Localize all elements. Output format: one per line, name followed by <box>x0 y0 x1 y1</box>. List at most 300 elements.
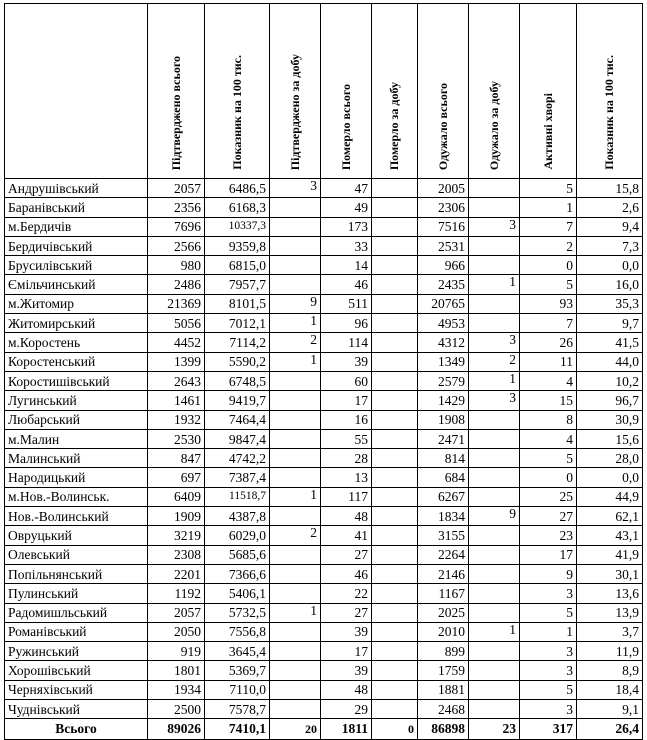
table-cell: 117 <box>321 487 372 506</box>
table-cell <box>270 275 321 294</box>
table-cell <box>270 198 321 217</box>
table-cell <box>372 429 418 448</box>
table-cell: 48 <box>321 507 372 526</box>
column-header <box>520 4 577 179</box>
table-cell: 18,4 <box>577 680 643 699</box>
table-cell: 47 <box>321 179 372 198</box>
table-cell: 5685,6 <box>205 545 270 564</box>
table-cell <box>270 545 321 564</box>
table-cell <box>372 661 418 680</box>
table-cell: 9,7 <box>577 314 643 333</box>
table-cell: 1429 <box>418 391 469 410</box>
table-cell: 41 <box>321 526 372 545</box>
district-name: Народицький <box>5 468 148 487</box>
table-cell: 2 <box>270 526 321 545</box>
table-cell <box>372 680 418 699</box>
table-cell: 60 <box>321 371 372 390</box>
table-cell: 5406,1 <box>205 584 270 603</box>
table-cell <box>270 449 321 468</box>
column-header <box>321 4 372 179</box>
table-cell: 55 <box>321 429 372 448</box>
table-cell: 43,1 <box>577 526 643 545</box>
column-header-label: Одужало за добу <box>486 80 501 170</box>
table-cell: 27 <box>321 603 372 622</box>
table-cell <box>469 545 520 564</box>
table-cell: 35,3 <box>577 294 643 313</box>
table-cell: 0,0 <box>577 256 643 275</box>
table-cell: 15,6 <box>577 429 643 448</box>
table-cell: 21369 <box>148 294 205 313</box>
totals-cell: 317 <box>520 719 577 740</box>
table-cell: 10337,3 <box>205 217 270 236</box>
table-cell: 44,0 <box>577 352 643 371</box>
table-row <box>5 217 643 236</box>
table-cell: 697 <box>148 468 205 487</box>
district-name: Чуднівський <box>5 700 148 719</box>
table-cell <box>270 391 321 410</box>
table-cell <box>469 198 520 217</box>
table-cell: 2486 <box>148 275 205 294</box>
table-cell: 2 <box>469 352 520 371</box>
table-cell <box>372 564 418 583</box>
table-cell: 4 <box>520 371 577 390</box>
table-cell <box>469 449 520 468</box>
table-cell: 4452 <box>148 333 205 352</box>
table-cell: 1 <box>270 487 321 506</box>
table-cell: 3219 <box>148 526 205 545</box>
table-cell: 3 <box>520 642 577 661</box>
table-row <box>5 700 643 719</box>
table-cell: 7366,6 <box>205 564 270 583</box>
district-name: Хорошівський <box>5 661 148 680</box>
table-cell: 1801 <box>148 661 205 680</box>
totals-cell: 20 <box>270 719 321 740</box>
table-row <box>5 294 643 313</box>
district-name: Радомишльський <box>5 603 148 622</box>
table-row <box>5 507 643 526</box>
table-cell: 7110,0 <box>205 680 270 699</box>
table-cell: 16 <box>321 410 372 429</box>
table-cell: 899 <box>418 642 469 661</box>
table-cell: 13,6 <box>577 584 643 603</box>
district-name: Коростишівський <box>5 371 148 390</box>
column-header-label: Підтверджено за добу <box>287 53 302 170</box>
column-header <box>469 4 520 179</box>
table-cell <box>372 468 418 487</box>
table-cell <box>372 236 418 255</box>
table-cell: 96,7 <box>577 391 643 410</box>
table-cell <box>372 410 418 429</box>
table-cell: 3645,4 <box>205 642 270 661</box>
table-cell <box>469 680 520 699</box>
table-cell: 39 <box>321 661 372 680</box>
column-header <box>148 4 205 179</box>
table-cell <box>372 526 418 545</box>
header-row <box>5 4 643 179</box>
table-cell: 3,7 <box>577 622 643 641</box>
table-row <box>5 603 643 622</box>
table-row <box>5 198 643 217</box>
table-cell <box>372 449 418 468</box>
table-cell <box>372 179 418 198</box>
table-cell: 7,3 <box>577 236 643 255</box>
district-name: Любарський <box>5 410 148 429</box>
totals-row <box>5 719 643 740</box>
table-cell: 6486,5 <box>205 179 270 198</box>
table-cell: 13 <box>321 468 372 487</box>
table-cell: 6748,5 <box>205 371 270 390</box>
table-cell <box>270 564 321 583</box>
table-cell: 3 <box>520 584 577 603</box>
table-cell: 1167 <box>418 584 469 603</box>
district-name: м.Житомир <box>5 294 148 313</box>
table-cell: 7516 <box>418 217 469 236</box>
table-cell: 5056 <box>148 314 205 333</box>
table-cell: 46 <box>321 564 372 583</box>
district-name: Овруцький <box>5 526 148 545</box>
table-cell <box>469 294 520 313</box>
table-cell: 2201 <box>148 564 205 583</box>
table-cell: 46 <box>321 275 372 294</box>
table-cell: 6267 <box>418 487 469 506</box>
table-row <box>5 371 643 390</box>
district-name: Олевський <box>5 545 148 564</box>
table-row <box>5 429 643 448</box>
table-cell: 7556,8 <box>205 622 270 641</box>
district-name: м.Малин <box>5 429 148 448</box>
table-row <box>5 661 643 680</box>
table-row <box>5 410 643 429</box>
table-cell <box>372 622 418 641</box>
district-name: Баранівський <box>5 198 148 217</box>
table-cell: 1934 <box>148 680 205 699</box>
table-cell: 1192 <box>148 584 205 603</box>
table-row <box>5 256 643 275</box>
district-name: Ємільчинський <box>5 275 148 294</box>
table-cell: 1 <box>270 314 321 333</box>
table-cell <box>469 236 520 255</box>
table-cell: 3 <box>469 217 520 236</box>
table-cell <box>372 391 418 410</box>
table-row <box>5 391 643 410</box>
table-cell: 4953 <box>418 314 469 333</box>
table-cell: 16,0 <box>577 275 643 294</box>
table-cell: 93 <box>520 294 577 313</box>
table-cell: 511 <box>321 294 372 313</box>
table-cell <box>270 584 321 603</box>
table-cell: 25 <box>520 487 577 506</box>
table-cell <box>469 584 520 603</box>
table-cell: 2,6 <box>577 198 643 217</box>
table-cell: 29 <box>321 700 372 719</box>
table-cell: 7114,2 <box>205 333 270 352</box>
table-cell: 2010 <box>418 622 469 641</box>
table-cell: 9 <box>520 564 577 583</box>
table-cell: 1 <box>469 275 520 294</box>
totals-cell: 7410,1 <box>205 719 270 740</box>
table-cell <box>270 371 321 390</box>
district-name: Нов.-Волинський <box>5 507 148 526</box>
table-cell: 26 <box>520 333 577 352</box>
table-cell <box>372 507 418 526</box>
table-cell: 39 <box>321 622 372 641</box>
table-cell: 3155 <box>418 526 469 545</box>
table-cell: 1834 <box>418 507 469 526</box>
table-cell <box>469 661 520 680</box>
table-cell: 2531 <box>418 236 469 255</box>
table-cell: 11,9 <box>577 642 643 661</box>
table-cell <box>372 275 418 294</box>
table-cell: 7387,4 <box>205 468 270 487</box>
totals-cell: 0 <box>372 719 418 740</box>
table-cell: 2471 <box>418 429 469 448</box>
table-cell: 5369,7 <box>205 661 270 680</box>
district-name: Лугинський <box>5 391 148 410</box>
table-cell: 2530 <box>148 429 205 448</box>
table-cell: 22 <box>321 584 372 603</box>
table-row <box>5 333 643 352</box>
totals-cell: 89026 <box>148 719 205 740</box>
table-cell <box>469 700 520 719</box>
table-cell: 2 <box>520 236 577 255</box>
table-cell: 7464,4 <box>205 410 270 429</box>
table-cell: 4 <box>520 429 577 448</box>
column-header-label: Одужало всього <box>435 82 450 170</box>
table-cell: 6409 <box>148 487 205 506</box>
table-cell: 847 <box>148 449 205 468</box>
table-cell: 2306 <box>418 198 469 217</box>
table-cell: 1759 <box>418 661 469 680</box>
column-header-label: Підтверджено всього <box>168 55 183 170</box>
table-cell: 1 <box>469 371 520 390</box>
table-row <box>5 584 643 603</box>
table-cell: 8 <box>520 410 577 429</box>
table-cell: 17 <box>321 642 372 661</box>
table-cell: 2146 <box>418 564 469 583</box>
district-name: Малинський <box>5 449 148 468</box>
table-cell: 7 <box>520 217 577 236</box>
table-cell: 2057 <box>148 179 205 198</box>
table-cell: 1399 <box>148 352 205 371</box>
table-cell: 9,4 <box>577 217 643 236</box>
table-cell: 30,9 <box>577 410 643 429</box>
table-cell: 2057 <box>148 603 205 622</box>
table-cell: 173 <box>321 217 372 236</box>
table-cell <box>270 642 321 661</box>
table-cell <box>372 198 418 217</box>
column-header-label: Активні хворі <box>540 93 555 170</box>
table-cell: 7696 <box>148 217 205 236</box>
table-cell: 14 <box>321 256 372 275</box>
table-cell: 980 <box>148 256 205 275</box>
table-cell <box>469 468 520 487</box>
table-row <box>5 487 643 506</box>
table-cell <box>469 314 520 333</box>
table-cell: 13,9 <box>577 603 643 622</box>
table-cell: 28,0 <box>577 449 643 468</box>
district-name: Черняхівський <box>5 680 148 699</box>
table-cell: 7957,7 <box>205 275 270 294</box>
district-name: Коростенський <box>5 352 148 371</box>
table-cell: 2468 <box>418 700 469 719</box>
table-cell: 48 <box>321 680 372 699</box>
table-cell: 44,9 <box>577 487 643 506</box>
table-cell: 2566 <box>148 236 205 255</box>
table-cell: 1 <box>520 198 577 217</box>
table-cell: 1 <box>270 603 321 622</box>
table-cell: 11518,7 <box>205 487 270 506</box>
table-cell <box>372 217 418 236</box>
table-row <box>5 545 643 564</box>
table-cell: 1881 <box>418 680 469 699</box>
table-cell: 814 <box>418 449 469 468</box>
table-cell: 6029,0 <box>205 526 270 545</box>
table-cell <box>270 236 321 255</box>
table-cell: 1 <box>520 622 577 641</box>
covid-stats-table <box>4 3 643 740</box>
table-row <box>5 622 643 641</box>
table-row <box>5 526 643 545</box>
table-cell: 9847,4 <box>205 429 270 448</box>
table-cell: 2579 <box>418 371 469 390</box>
table-row <box>5 236 643 255</box>
table-cell: 7578,7 <box>205 700 270 719</box>
table-cell: 2308 <box>148 545 205 564</box>
table-row <box>5 275 643 294</box>
totals-cell: 26,4 <box>577 719 643 740</box>
column-header <box>5 4 148 179</box>
table-cell <box>270 661 321 680</box>
column-header-label: Померло всього <box>338 83 353 170</box>
table-cell: 5590,2 <box>205 352 270 371</box>
table-cell: 10,2 <box>577 371 643 390</box>
table-cell <box>372 294 418 313</box>
table-cell: 17 <box>321 391 372 410</box>
table-cell: 6168,3 <box>205 198 270 217</box>
table-cell: 3 <box>520 700 577 719</box>
table-cell: 17 <box>520 545 577 564</box>
table-cell <box>372 371 418 390</box>
table-cell: 1909 <box>148 507 205 526</box>
table-row <box>5 352 643 371</box>
table-cell: 114 <box>321 333 372 352</box>
district-name: Бердичівський <box>5 236 148 255</box>
table-cell: 5732,5 <box>205 603 270 622</box>
table-cell: 49 <box>321 198 372 217</box>
district-name: Брусилівський <box>5 256 148 275</box>
table-cell: 1908 <box>418 410 469 429</box>
totals-cell: 23 <box>469 719 520 740</box>
table-cell: 5 <box>520 179 577 198</box>
table-cell <box>270 217 321 236</box>
table-cell: 15,8 <box>577 179 643 198</box>
district-name: м.Коростень <box>5 333 148 352</box>
table-cell: 6815,0 <box>205 256 270 275</box>
table-cell: 11 <box>520 352 577 371</box>
table-row <box>5 680 643 699</box>
table-cell: 2 <box>270 333 321 352</box>
table-cell <box>469 526 520 545</box>
table-cell: 3 <box>469 333 520 352</box>
table-cell: 7 <box>520 314 577 333</box>
table-cell: 27 <box>321 545 372 564</box>
column-header <box>270 4 321 179</box>
table-cell <box>372 584 418 603</box>
district-name: Андрушівський <box>5 179 148 198</box>
table-cell <box>372 256 418 275</box>
table-cell <box>469 642 520 661</box>
table-cell: 2025 <box>418 603 469 622</box>
table-cell: 5 <box>520 275 577 294</box>
table-cell: 7012,1 <box>205 314 270 333</box>
table-cell <box>270 507 321 526</box>
table-cell <box>372 700 418 719</box>
totals-cell: 1811 <box>321 719 372 740</box>
district-name: Романівський <box>5 622 148 641</box>
table-row <box>5 468 643 487</box>
table-cell <box>270 468 321 487</box>
table-cell <box>372 603 418 622</box>
totals-label: Всього <box>5 719 148 740</box>
column-header <box>205 4 270 179</box>
table-cell <box>372 545 418 564</box>
column-header <box>418 4 469 179</box>
column-header-label: Показник на 100 тис. <box>602 55 616 170</box>
table-cell <box>372 333 418 352</box>
table-cell: 684 <box>418 468 469 487</box>
table-cell <box>469 487 520 506</box>
table-cell <box>270 680 321 699</box>
table-cell: 1 <box>270 352 321 371</box>
table-cell <box>469 603 520 622</box>
table-cell: 27 <box>520 507 577 526</box>
table-cell: 2500 <box>148 700 205 719</box>
table-cell: 9 <box>469 507 520 526</box>
totals-cell: 86898 <box>418 719 469 740</box>
table-cell: 39 <box>321 352 372 371</box>
column-header-label: Померло за добу <box>387 81 401 170</box>
table-cell <box>270 410 321 429</box>
table-cell: 3 <box>469 391 520 410</box>
table-cell <box>270 429 321 448</box>
table-cell: 62,1 <box>577 507 643 526</box>
column-header-label: Показник на 100 тис. <box>229 55 244 170</box>
table-cell: 2264 <box>418 545 469 564</box>
table-cell: 9419,7 <box>205 391 270 410</box>
table-cell: 8,9 <box>577 661 643 680</box>
table-cell: 41,9 <box>577 545 643 564</box>
table-cell: 2050 <box>148 622 205 641</box>
table-cell: 2643 <box>148 371 205 390</box>
table-cell: 2005 <box>418 179 469 198</box>
table-cell: 20765 <box>418 294 469 313</box>
table-cell: 15 <box>520 391 577 410</box>
table-cell <box>469 564 520 583</box>
table-cell: 0,0 <box>577 468 643 487</box>
table-cell: 9,1 <box>577 700 643 719</box>
table-cell: 5 <box>520 680 577 699</box>
table-cell <box>372 352 418 371</box>
table-cell: 30,1 <box>577 564 643 583</box>
table-cell: 4742,2 <box>205 449 270 468</box>
table-cell <box>372 314 418 333</box>
table-cell: 966 <box>418 256 469 275</box>
table-cell: 96 <box>321 314 372 333</box>
table-cell <box>270 700 321 719</box>
table-row <box>5 642 643 661</box>
table-cell <box>270 622 321 641</box>
table-cell <box>372 642 418 661</box>
